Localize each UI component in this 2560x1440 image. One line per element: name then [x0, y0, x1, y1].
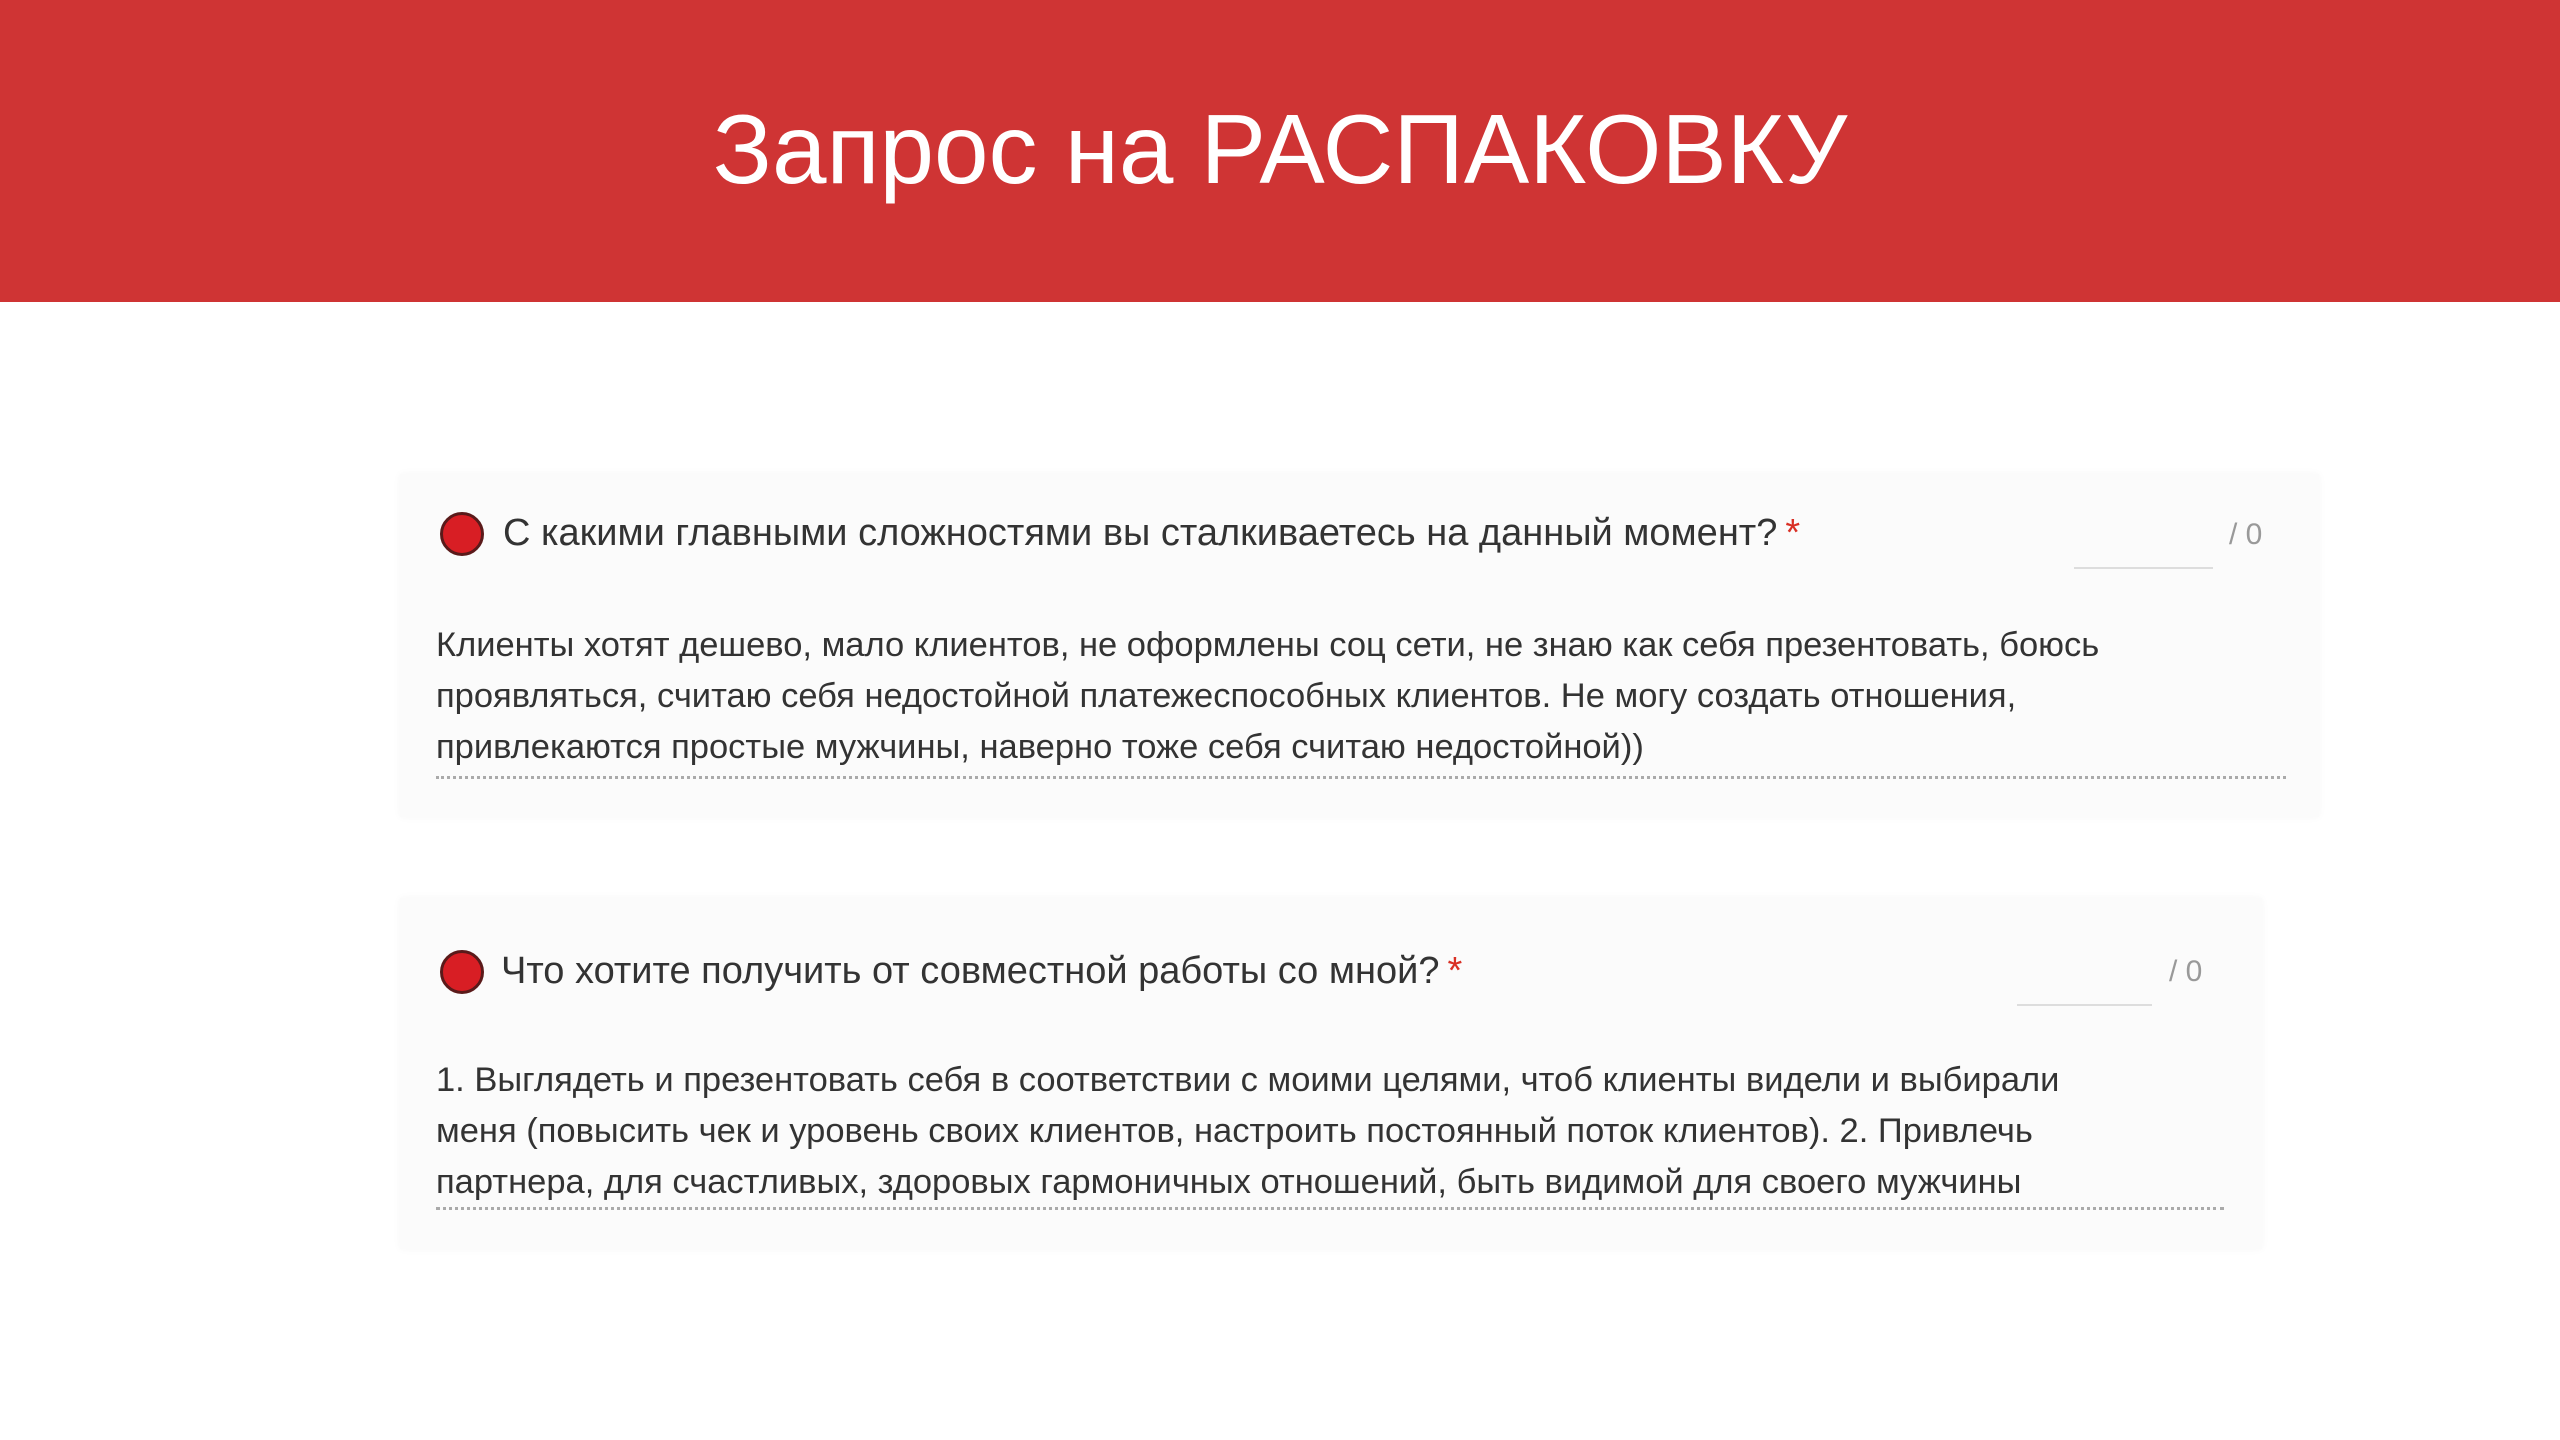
score-input[interactable]: [2017, 1004, 2152, 1006]
answer-line: партнера, для счастливых, здоровых гармоничных отношений, быть видимой для своего мужчины: [436, 1163, 2022, 1201]
question-title: [501, 950, 1462, 993]
answer-line: проявляться, считаю себя недостойной платежеспособных клиентов. Не могу создать отношения,: [436, 677, 2017, 715]
question-card-2: [400, 898, 2262, 1249]
answer-line: 1. Выглядеть и презентовать себя в соответствии с моими целями, чтоб клиенты видели и выбирали: [436, 1061, 2060, 1099]
answer-text: [436, 1055, 2059, 1208]
answer-text: [436, 620, 2099, 773]
answer-underline: [436, 1207, 2224, 1210]
question-text: С какими главными сложностями вы сталкиваетесь на данный момент?: [503, 512, 1778, 554]
red-circle-icon: [440, 950, 484, 994]
answer-line: привлекаются простые мужчины, наверно тоже себя считаю недостойной)): [436, 728, 1644, 766]
score-label: / 0: [2169, 955, 2203, 988]
question-title: [503, 512, 1800, 555]
question-text: Что хотите получить от совместной работы со мной?: [501, 950, 1440, 992]
page-title: Запрос на РАСПАКОВКУ: [712, 94, 1848, 204]
answer-line: Клиенты хотят дешево, мало клиентов, не оформлены соц сети, не знаю как себя презентовать, боюсь: [436, 626, 2100, 664]
header-banner: [0, 0, 2560, 302]
required-mark: *: [1447, 950, 1463, 992]
answer-underline: [436, 776, 2286, 779]
answer-line: меня (повысить чек и уровень своих клиентов, настроить постоянный поток клиентов). 2. Привлечь: [436, 1112, 2033, 1150]
required-mark: *: [1785, 512, 1801, 554]
score-input[interactable]: [2074, 567, 2213, 569]
red-circle-icon: [440, 512, 484, 556]
question-card-1: [400, 474, 2319, 817]
score-label: / 0: [2229, 518, 2263, 551]
